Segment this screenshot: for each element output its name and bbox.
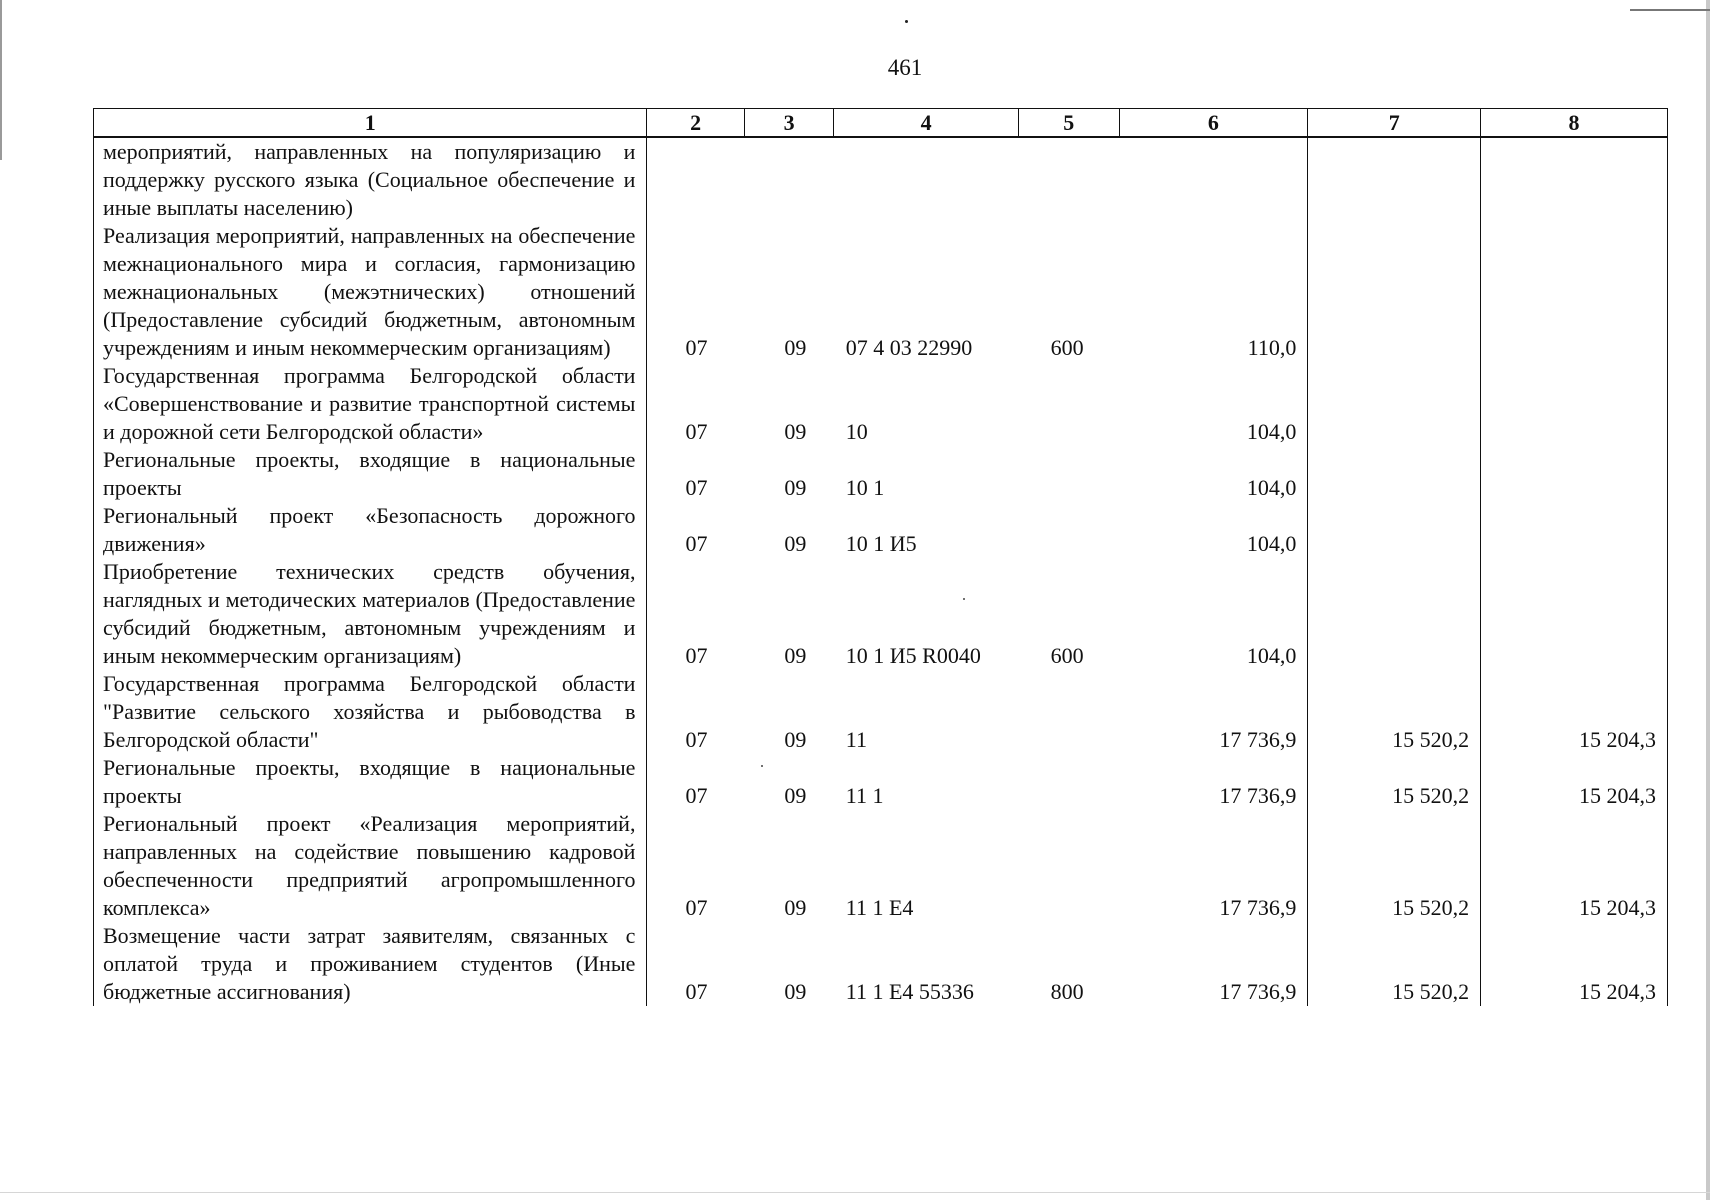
row-name: Региональные проекты, входящие в национальные проекты bbox=[94, 754, 647, 810]
table-row bbox=[94, 502, 1668, 558]
target-article-code: 10 1 И5 bbox=[845, 531, 917, 556]
expense-type-code bbox=[1019, 754, 1119, 810]
subsection-code: 09 bbox=[784, 727, 807, 752]
amount-col6: 17 736,9 bbox=[1119, 754, 1308, 810]
target-article-code: 10 bbox=[845, 419, 868, 444]
section-code: 07 bbox=[647, 446, 744, 502]
section-code bbox=[647, 137, 744, 222]
table-row bbox=[94, 922, 1668, 1006]
column-header: 7 bbox=[1308, 109, 1481, 138]
subsection-code: 09 bbox=[784, 475, 807, 500]
expense-type-code: 600 bbox=[1050, 643, 1084, 668]
column-header: 3 bbox=[744, 109, 833, 138]
amount-col7 bbox=[1308, 502, 1481, 558]
amount-col6: 104,0 bbox=[1119, 446, 1308, 502]
subsection-code: 09 bbox=[784, 531, 807, 556]
section-code: 07 bbox=[647, 670, 744, 754]
table-row bbox=[94, 362, 1668, 446]
table-row bbox=[94, 222, 1668, 362]
section-code: 07 bbox=[647, 222, 744, 362]
amount-col6: 17 736,9 bbox=[1119, 922, 1308, 1006]
amount-col8: 15 204,3 bbox=[1481, 810, 1668, 922]
amount-col8 bbox=[1481, 137, 1668, 222]
amount-col6: 104,0 bbox=[1119, 502, 1308, 558]
target-article-code: 11 1 E4 bbox=[845, 895, 914, 920]
page-number: 461 bbox=[887, 55, 923, 80]
amount-col7 bbox=[1308, 446, 1481, 502]
table-row bbox=[94, 810, 1668, 922]
column-header: 5 bbox=[1019, 109, 1119, 138]
expense-type-code bbox=[1019, 810, 1119, 922]
column-header: 4 bbox=[834, 109, 1019, 138]
amount-col7: 15 520,2 bbox=[1308, 754, 1481, 810]
section-code: 07 bbox=[647, 922, 744, 1006]
scan-edge-line bbox=[1630, 9, 1710, 11]
amount-col6 bbox=[1119, 137, 1308, 222]
amount-col6: 110,0 bbox=[1119, 222, 1308, 362]
subsection-code: 09 bbox=[784, 979, 807, 1004]
amount-col6: 17 736,9 bbox=[1119, 810, 1308, 922]
budget-table bbox=[93, 108, 1668, 1006]
amount-col7: 15 520,2 bbox=[1308, 670, 1481, 754]
row-name: Региональные проекты, входящие в национальные проекты bbox=[94, 446, 647, 502]
section-code: 07 bbox=[647, 502, 744, 558]
expense-type-code bbox=[1019, 670, 1119, 754]
target-article-code: 11 1 bbox=[845, 783, 884, 808]
header-row bbox=[94, 109, 1668, 138]
amount-col8: 15 204,3 bbox=[1481, 922, 1668, 1006]
column-header: 6 bbox=[1119, 109, 1308, 138]
row-name: Государственная программа Белгородской области «Совершенствование и развитие транспортной системы и дорожной сети Белгородской области» bbox=[94, 362, 647, 446]
expense-type-code bbox=[1019, 362, 1119, 446]
target-article-code: 11 1 E4 55336 bbox=[845, 979, 974, 1004]
table-row bbox=[94, 446, 1668, 502]
column-header: 1 bbox=[94, 109, 647, 138]
amount-col8 bbox=[1481, 502, 1668, 558]
subsection-code: 09 bbox=[784, 783, 807, 808]
target-article-code: 10 1 И5 R0040 bbox=[845, 643, 981, 668]
amount-col8 bbox=[1481, 558, 1668, 670]
amount-col7: 15 520,2 bbox=[1308, 810, 1481, 922]
target-article-code: 07 4 03 22990 bbox=[845, 335, 973, 360]
row-name: Региональный проект «Безопасность дорожного движения» bbox=[94, 502, 647, 558]
subsection-code: 09 bbox=[784, 335, 807, 360]
amount-col8 bbox=[1481, 446, 1668, 502]
amount-col6: 104,0 bbox=[1119, 558, 1308, 670]
row-name: мероприятий, направленных на популяризацию и поддержку русского языка (Социальное обеспечение и иные выплаты населению) bbox=[94, 137, 647, 222]
row-name: Возмещение части затрат заявителям, связанных с оплатой труда и проживанием студентов (Иные бюджетные ассигнования) bbox=[94, 922, 647, 1006]
subsection-code: 09 bbox=[784, 419, 807, 444]
expense-type-code bbox=[1019, 137, 1119, 222]
subsection-code bbox=[744, 137, 833, 222]
amount-col7 bbox=[1308, 558, 1481, 670]
row-name: Региональный проект «Реализация мероприятий, направленных на содействие повышению кадровой обеспеченности предприятий агропромышленного комплекса» bbox=[94, 810, 647, 922]
amount-col8 bbox=[1481, 222, 1668, 362]
table-row bbox=[94, 558, 1668, 670]
section-code: 07 bbox=[647, 754, 744, 810]
amount-col7 bbox=[1308, 137, 1481, 222]
scan-speck bbox=[905, 20, 908, 23]
expense-type-code: 600 bbox=[1050, 335, 1084, 360]
scan-edge-right bbox=[1706, 0, 1710, 1200]
table-row bbox=[94, 670, 1668, 754]
expense-type-code: 800 bbox=[1050, 979, 1084, 1004]
target-article-code: 11 bbox=[845, 727, 867, 752]
scan-edge-bottom bbox=[0, 1192, 1710, 1193]
section-code: 07 bbox=[647, 558, 744, 670]
column-header: 8 bbox=[1481, 109, 1668, 138]
amount-col8: 15 204,3 bbox=[1481, 754, 1668, 810]
amount-col7 bbox=[1308, 362, 1481, 446]
row-name: Реализация мероприятий, направленных на обеспечение межнационального мира и согласия, гармонизацию межнациональных (межэтнических) отношений (Предоставление субсидий бюджетным, автономным учреждениям и иным некоммерческим организациям) bbox=[94, 222, 647, 362]
amount-col7 bbox=[1308, 222, 1481, 362]
subsection-code: 09 bbox=[784, 895, 807, 920]
section-code: 07 bbox=[647, 810, 744, 922]
amount-col8 bbox=[1481, 362, 1668, 446]
expense-type-code bbox=[1019, 446, 1119, 502]
amount-col6: 17 736,9 bbox=[1119, 670, 1308, 754]
expense-type-code bbox=[1019, 502, 1119, 558]
section-code: 07 bbox=[647, 362, 744, 446]
table-row bbox=[94, 754, 1668, 810]
amount-col6: 104,0 bbox=[1119, 362, 1308, 446]
amount-col8: 15 204,3 bbox=[1481, 670, 1668, 754]
table-row bbox=[94, 137, 1668, 222]
subsection-code: 09 bbox=[784, 643, 807, 668]
target-article-code bbox=[834, 137, 1019, 222]
amount-col7: 15 520,2 bbox=[1308, 922, 1481, 1006]
column-header: 2 bbox=[647, 109, 744, 138]
target-article-code: 10 1 bbox=[845, 475, 885, 500]
row-name: Приобретение технических средств обучения, наглядных и методических материалов (Предоставление субсидий бюджетным, автономным учреждениям и иным некоммерческим организациям) bbox=[94, 558, 647, 670]
row-name: Государственная программа Белгородской области "Развитие сельского хозяйства и рыбоводства в Белгородской области" bbox=[94, 670, 647, 754]
